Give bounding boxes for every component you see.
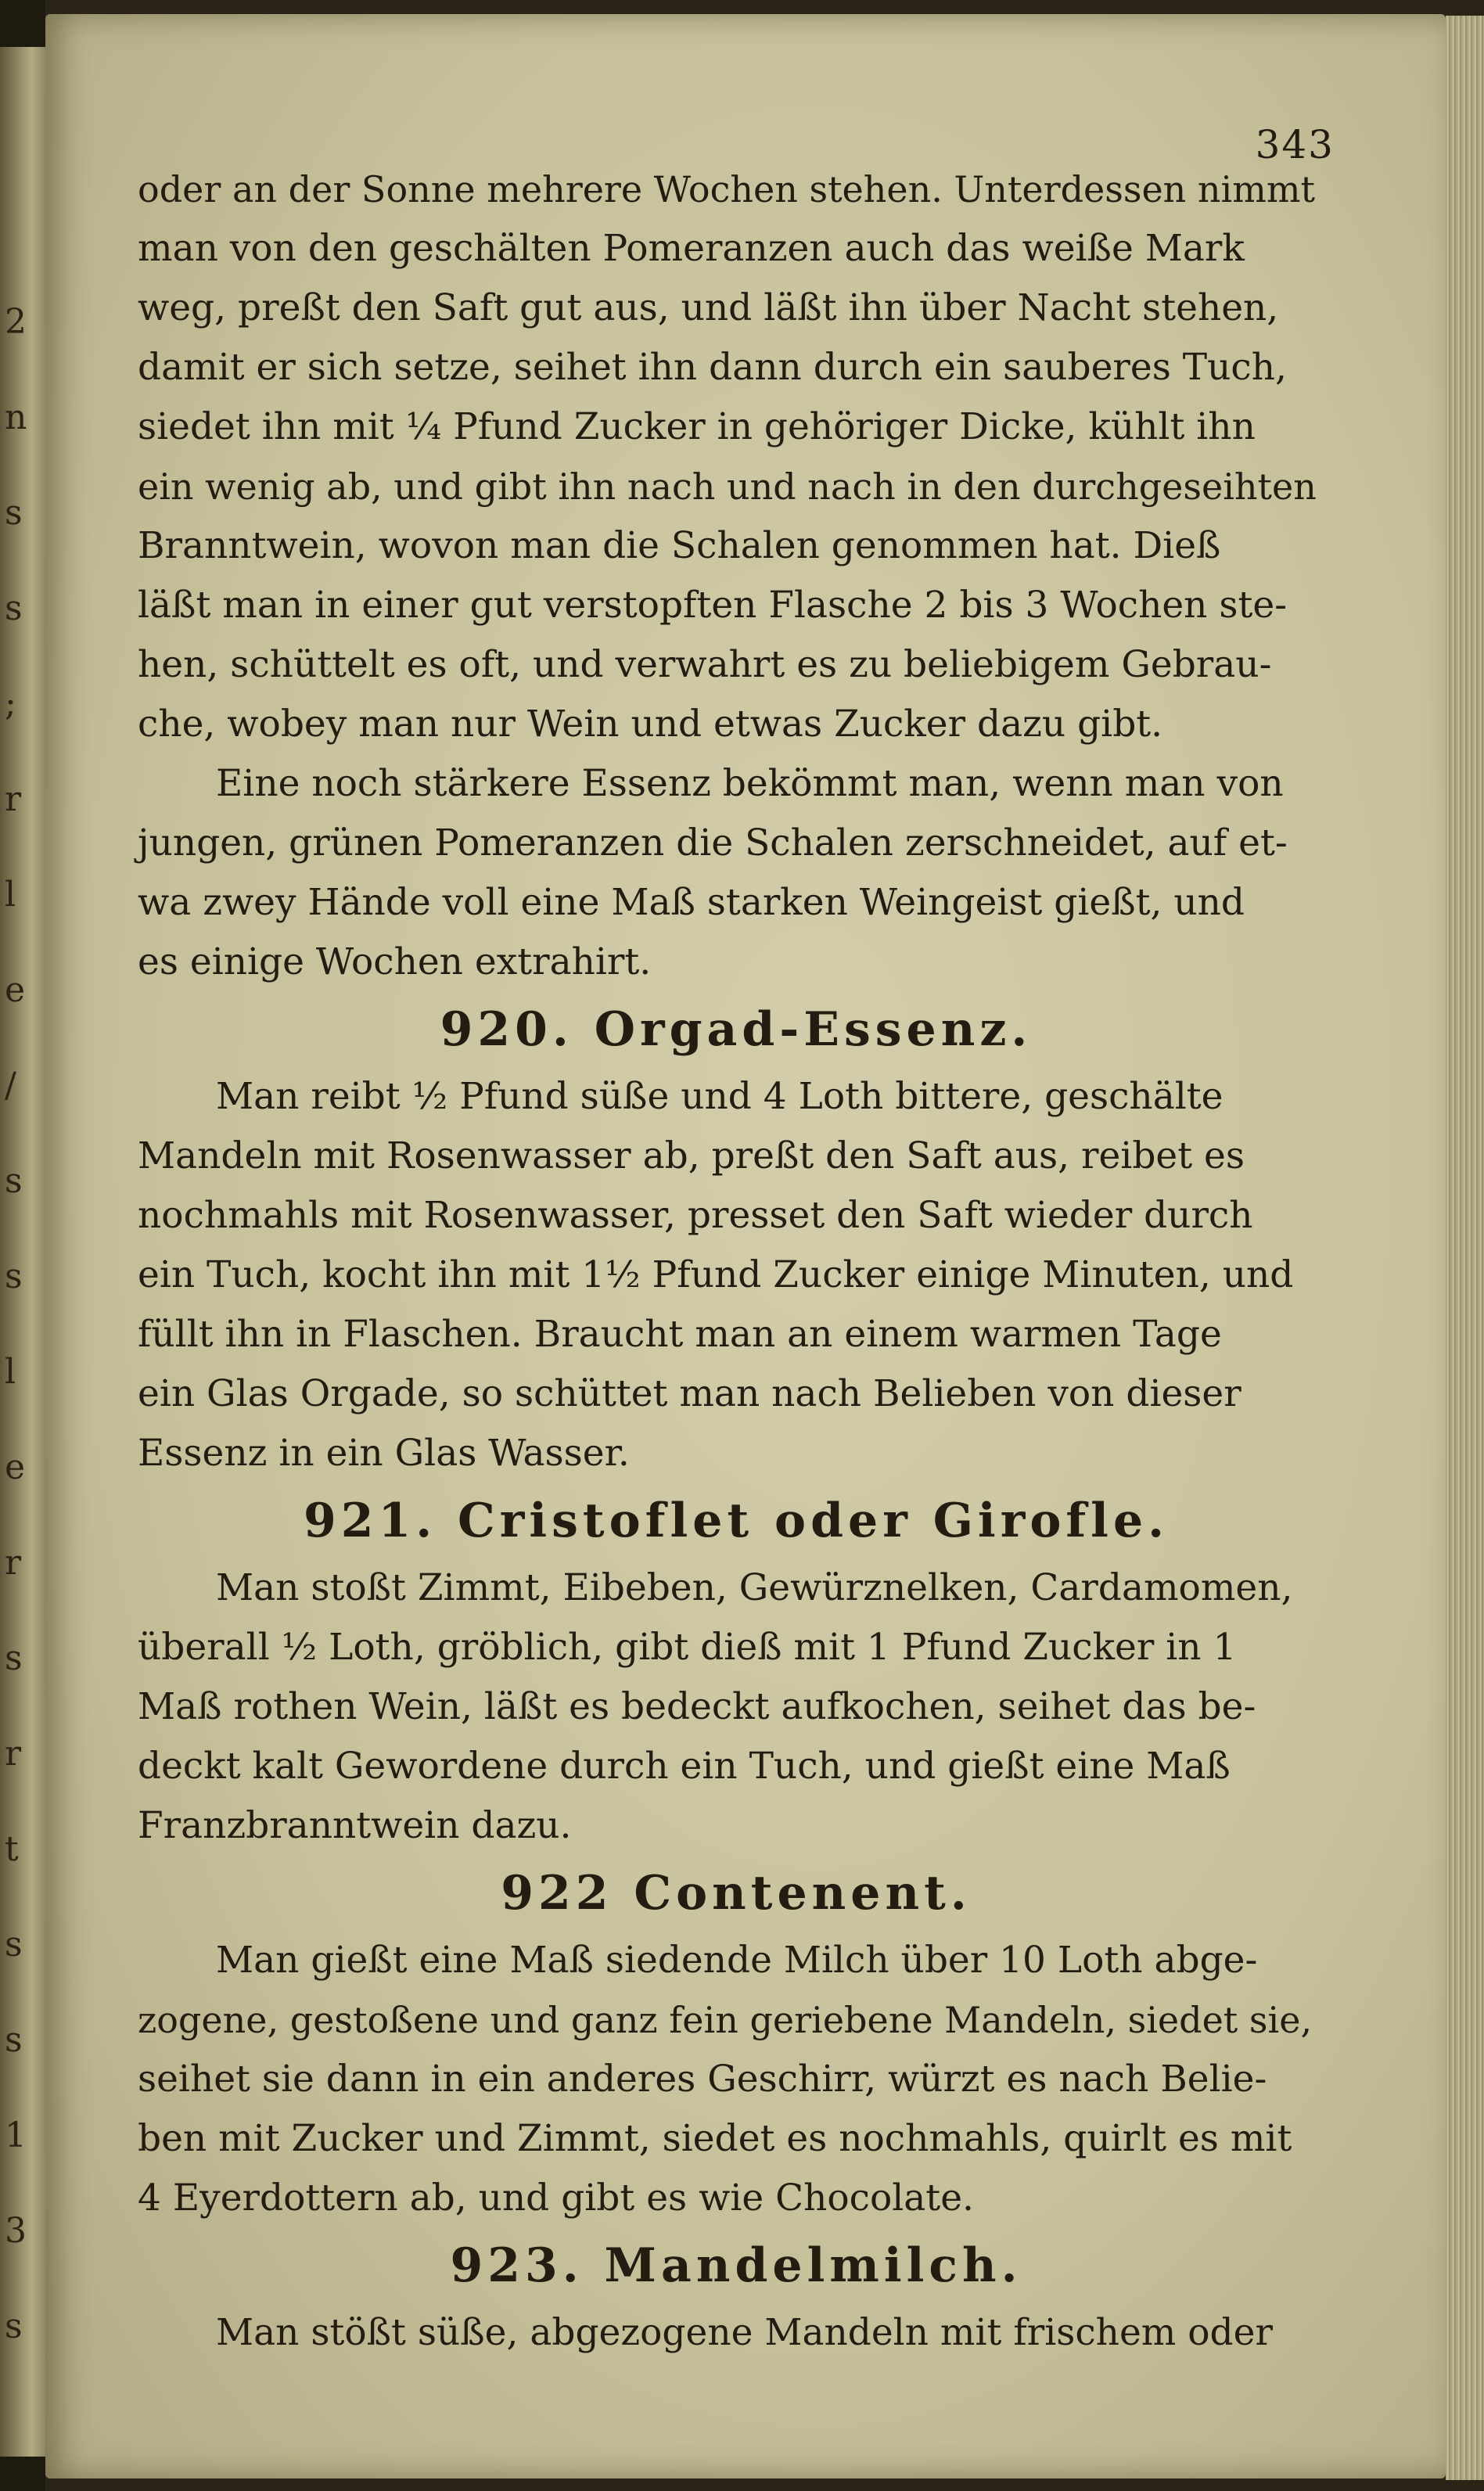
margin-char: ; <box>5 684 16 724</box>
text-line: ein Glas Orgade, so schüttet man nach Belieben von dieser <box>138 1372 1241 1415</box>
text-line: weg, preßt den Saft gut aus, und läßt ihn über Nacht stehen, <box>138 286 1279 329</box>
text-line: Branntwein, wovon man die Schalen genommen hat. Dieß <box>138 524 1221 567</box>
margin-char: l <box>5 1352 16 1392</box>
margin-char: s <box>5 2306 23 2346</box>
text-line: damit er sich setze, seihet ihn dann durch ein sauberes Tuch, <box>138 346 1287 389</box>
margin-char: r <box>5 779 22 819</box>
page-text <box>138 122 1335 2363</box>
paragraph <box>138 754 1335 992</box>
text-line: Essenz in ein Glas Wasser. <box>138 1432 630 1475</box>
paragraph <box>138 160 1335 754</box>
text-line: man von den geschälten Pomeranzen auch das weiße Mark <box>138 227 1245 270</box>
text-line: ben mit Zucker und Zimmt, siedet es nochmahls, quirlt es mit <box>138 2117 1292 2160</box>
text-line: hen, schüttelt es oft, und verwahrt es zu beliebigem Gebrau- <box>138 643 1272 686</box>
text-line: oder an der Sonne mehrere Wochen stehen. Unterdessen nimmt <box>138 168 1315 210</box>
text-line: seihet sie dann in ein anderes Geschirr, würzt es nach Belie- <box>138 2058 1267 2101</box>
recipe-heading: 920. Orgad-Essenz. <box>440 1002 1033 1057</box>
text-line: Man stoßt Zimmt, Eibeben, Gewürznelken, Cardamomen, <box>216 1566 1293 1609</box>
text-line: füllt ihn in Flaschen. Braucht man an einem warmen Tage <box>138 1313 1222 1356</box>
recipe-heading: 922 Contenent. <box>501 1866 972 1921</box>
book-page <box>45 14 1446 2478</box>
margin-char: 2 <box>5 302 27 342</box>
text-line: überall ½ Loth, gröblich, gibt dieß mit 1 Pfund Zucker in 1 <box>138 1626 1237 1669</box>
paragraph <box>138 1931 1335 2228</box>
margin-char: s <box>5 2020 23 2060</box>
text-line: Man gießt eine Maß siedende Milch über 10 Loth abge- <box>216 1939 1258 1982</box>
text-line: 4 Eyerdottern ab, und gibt es wie Chocolate. <box>138 2176 974 2220</box>
text-line: Eine noch stärkere Essenz bekömmt man, wenn man von <box>216 762 1284 805</box>
margin-char: s <box>5 1925 23 1964</box>
text-line: deckt kalt Gewordene durch ein Tuch, und gießt eine Maß <box>138 1745 1231 1788</box>
paragraph <box>138 1067 1335 1483</box>
margin-char: s <box>5 493 23 533</box>
margin-char: s <box>5 1638 23 1678</box>
margin-char: 1 <box>5 2115 27 2155</box>
margin-char: t <box>5 1829 19 1869</box>
text-line: nochmahls mit Rosenwasser, presset den Saft wieder durch <box>138 1194 1253 1237</box>
text-line: jungen, grünen Pomeranzen die Schalen zerschneidet, auf et- <box>138 821 1288 864</box>
text-line: Man stößt süße, abgezogene Mandeln mit frischem oder <box>216 2311 1273 2354</box>
paragraph <box>138 2303 1335 2363</box>
text-line: ein Tuch, kocht ihn mit 1½ Pfund Zucker einige Minuten, und <box>138 1253 1294 1296</box>
recipe-heading: 923. Mandelmilch. <box>450 2238 1022 2293</box>
text-line: wa zwey Hände voll eine Maß starken Weingeist gießt, und <box>138 881 1245 924</box>
margin-char: e <box>5 1447 26 1487</box>
text-line: Man reibt ½ Pfund süße und 4 Loth bittere, geschälte <box>216 1075 1223 1118</box>
margin-char: 3 <box>5 2211 27 2251</box>
page-number: 343 <box>1255 122 1335 167</box>
text-line: Franzbranntwein dazu. <box>138 1804 572 1847</box>
margin-char: e <box>5 970 26 1010</box>
margin-char: n <box>5 397 27 437</box>
text-line: läßt man in einer gut verstopften Flasche 2 bis 3 Wochen ste- <box>138 584 1288 627</box>
margin-char: s <box>5 588 23 628</box>
margin-char: r <box>5 1734 22 1774</box>
margin-char: s <box>5 1256 23 1296</box>
text-line: Maß rothen Wein, läßt es bedeckt aufkochen, seihet das be- <box>138 1685 1256 1728</box>
text-blocks <box>138 131 1335 2363</box>
text-line: ein wenig ab, und gibt ihn nach und nach in den durchgeseihten <box>138 465 1317 508</box>
paragraph <box>138 1558 1335 1856</box>
recipe-heading: 921. Cristoflet oder Girofle. <box>303 1494 1170 1548</box>
text-line: Mandeln mit Rosenwasser ab, preßt den Saft aus, reibet es <box>138 1134 1245 1177</box>
text-line: siedet ihn mit ¼ Pfund Zucker in gehöriger Dicke, kühlt ihn <box>138 405 1256 448</box>
margin-char: s <box>5 1161 23 1201</box>
text-line: zogene, gestoßene und ganz fein geriebene Mandeln, siedet sie, <box>138 1999 1313 2041</box>
text-line: es einige Wochen extrahirt. <box>138 940 652 983</box>
page-stack-edge <box>1446 16 1484 2480</box>
text-line: che, wobey man nur Wein und etwas Zucker dazu gibt. <box>138 703 1163 746</box>
previous-page-edge <box>0 47 45 2457</box>
margin-char: r <box>5 1543 22 1583</box>
margin-char: l <box>5 875 16 915</box>
margin-char: / <box>5 1066 16 1105</box>
